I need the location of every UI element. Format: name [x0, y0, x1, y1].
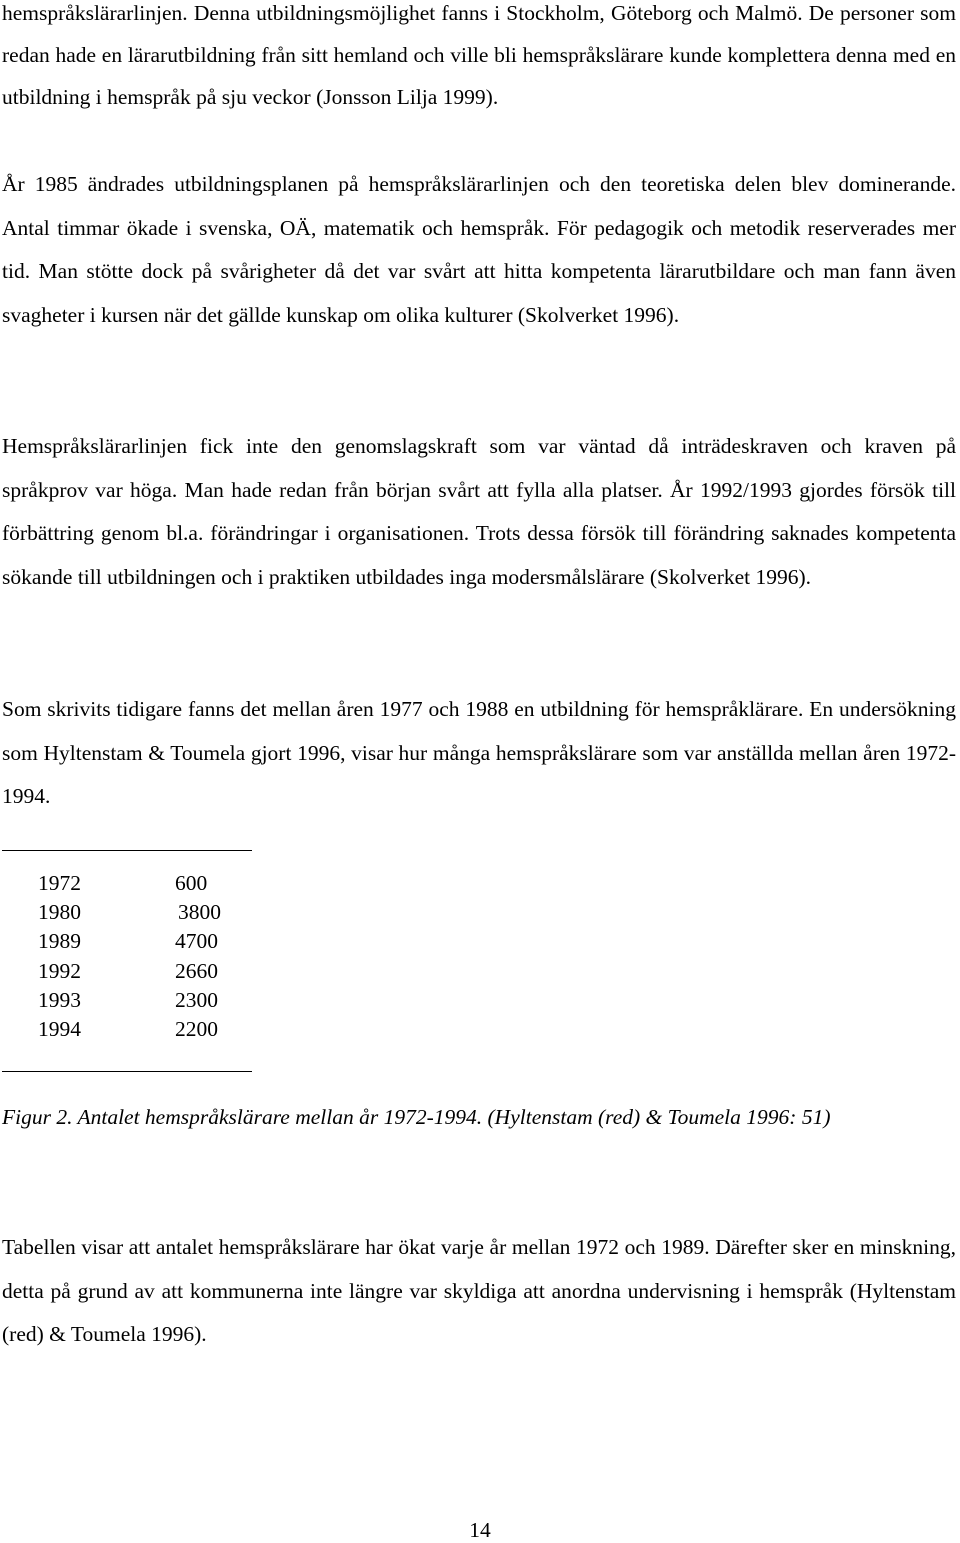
table-year: 1989 — [38, 929, 81, 954]
table-year: 1972 — [38, 871, 81, 895]
table-year: 1980 — [38, 900, 81, 925]
paragraph-1: hemspråkslärarlinjen. Denna utbildningsmöjlighet fanns i Stockholm, Göteborg och Malmö. De personer som redan hade en lärarutbildning från sitt hemland och ville bli hemspråkslärare kunde komplettera denna med en utbildning i hemspråk på sju veckor (Jonsson Lilja 1999). — [2, 1, 956, 109]
table-row — [38, 927, 221, 956]
table-year: 1992 — [38, 958, 81, 983]
table-count: 2300 — [175, 987, 218, 1012]
table-count: 2660 — [175, 958, 218, 983]
table-row — [38, 1015, 221, 1044]
table-count: 3800 — [178, 900, 221, 925]
table-bottom-rule — [2, 1071, 252, 1072]
table-top-rule — [2, 850, 252, 851]
table-count: 2200 — [175, 1016, 218, 1041]
paragraph-5: Tabellen visar att antalet hemspråkslärare har ökat varje år mellan 1972 och 1989. Därefter sker en minskning, detta på grund av att kommunerna inte längre var skyldiga att anordna undervisning i hemspråk (Hyltenstam (red) & Toumela 1996). — [2, 1235, 956, 1347]
table-row — [38, 957, 221, 986]
teacher-count-table — [38, 869, 221, 1044]
table-row — [38, 898, 221, 927]
table-row — [38, 986, 221, 1015]
paragraph-4: Som skrivits tidigare fanns det mellan åren 1977 och 1988 en utbildning för hemspråklärare. En undersökning som Hyltenstam & Toumela gjort 1996, visar hur många hemspråkslärare som var anställda mellan åren 1972-1994. — [2, 697, 956, 809]
table-row — [38, 869, 221, 898]
table-count: 600 — [175, 871, 208, 895]
table-year: 1994 — [38, 1016, 81, 1041]
page-number: 14 — [469, 1518, 491, 1542]
table-year: 1993 — [38, 987, 81, 1012]
paragraph-2: År 1985 ändrades utbildningsplanen på hemspråkslärarlinjen och den teoretiska delen blev dominerande. Antal timmar ökade i svenska, OÄ, matematik och hemspråk. För pedagogik och metodik reserverades mer tid. Man stötte dock på svårigheter då det var svårt att hitta kompetenta lärarutbildare och man fann även svagheter i kursen när det gällde kunskap om olika kulturer (Skolverket 1996). — [2, 172, 956, 328]
figure-caption: Figur 2. Antalet hemspråkslärare mellan år 1972-1994. (Hyltenstam (red) & Toumela 1996: 51) — [2, 1105, 831, 1129]
table-count: 4700 — [175, 929, 218, 954]
paragraph-3: Hemspråkslärarlinjen fick inte den genomslagskraft som var väntad då inträdeskraven och kraven på språkprov var höga. Man hade redan från början svårt att fylla alla platser. År 1992/1993 gjordes försök till förbättring genom bl.a. förändringar i organisationen. Trots dessa försök till förändring saknades kompetenta sökande till utbildningen och i praktiken utbildades inga modersmålslärare (Skolverket 1996). — [2, 434, 956, 590]
